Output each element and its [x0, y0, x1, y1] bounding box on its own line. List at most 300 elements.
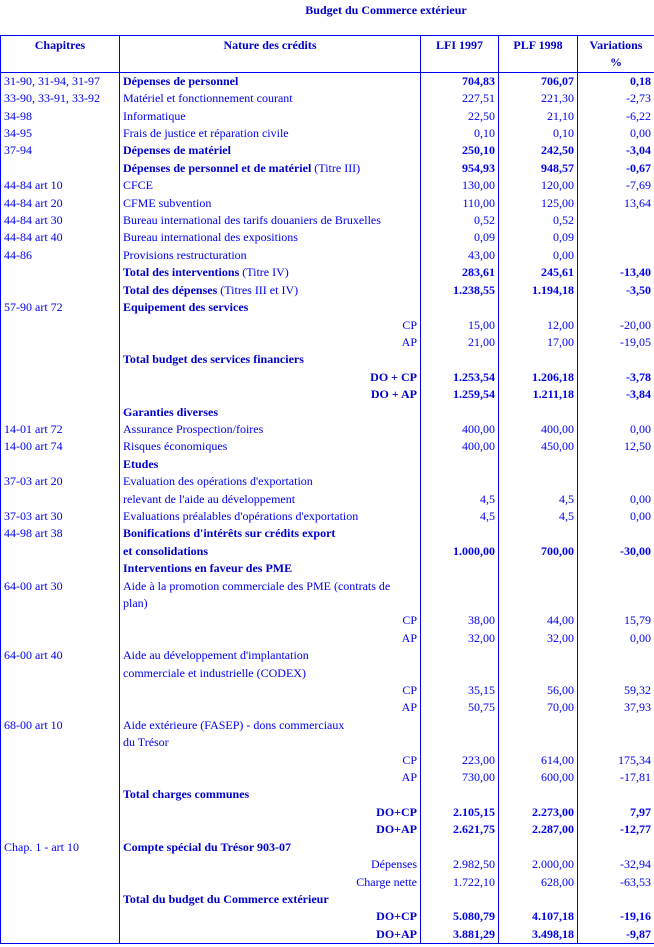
cell-variation — [578, 212, 654, 229]
cell-lfi-1997: 223,00 — [421, 752, 499, 769]
table-row — [1, 821, 654, 838]
cell-nature — [120, 525, 421, 542]
cell-plf-1998 — [499, 786, 578, 803]
cell-chapitre — [1, 386, 120, 403]
cell-chapitre — [1, 369, 120, 386]
nature-label: relevant de l'aide au développement — [123, 491, 296, 506]
cell-lfi-1997: 1.238,55 — [421, 282, 499, 299]
table-row — [1, 264, 654, 281]
cell-nature — [120, 229, 421, 246]
cell-nature — [120, 874, 421, 891]
cell-lfi-1997: 22,50 — [421, 108, 499, 125]
cell-variation — [578, 560, 654, 577]
cell-lfi-1997: 954,93 — [421, 160, 499, 177]
cell-variation: 15,79 — [578, 612, 654, 629]
nature-label: Total du budget du Commerce extérieur — [123, 891, 329, 906]
cell-plf-1998 — [499, 404, 578, 421]
cell-chapitre — [1, 282, 120, 299]
cell-nature — [120, 647, 421, 664]
table-row — [1, 578, 654, 595]
cell-lfi-1997: 227,51 — [421, 90, 499, 107]
cell-variation: 59,32 — [578, 682, 654, 699]
cell-lfi-1997 — [421, 734, 499, 751]
nature-label: Garanties diverses — [123, 404, 218, 419]
cell-chapitre — [1, 734, 120, 751]
table-row — [1, 699, 654, 716]
cell-lfi-1997 — [421, 525, 499, 542]
cell-chapitre — [1, 682, 120, 699]
cell-lfi-1997 — [421, 786, 499, 803]
cell-nature — [120, 90, 421, 107]
nature-label: Bureau international des expositions — [123, 230, 298, 245]
cell-variation — [578, 229, 654, 246]
cell-plf-1998: 221,30 — [499, 90, 578, 107]
cell-variation: -19,16 — [578, 908, 654, 925]
cell-variation — [578, 351, 654, 368]
nature-label: CP — [402, 613, 417, 628]
cell-plf-1998: 2.000,00 — [499, 856, 578, 873]
nature-suffix: (Titres III et IV) — [217, 282, 299, 297]
cell-nature — [120, 508, 421, 525]
cell-chapitre — [1, 769, 120, 786]
cell-variation: 13,64 — [578, 195, 654, 212]
table-row — [1, 786, 654, 803]
cell-nature — [120, 717, 421, 734]
cell-variation — [578, 456, 654, 473]
cell-chapitre — [1, 804, 120, 821]
nature-label: Assurance Prospection/foires — [123, 421, 264, 436]
nature-label: Evaluations préalables d'opérations d'exportation — [123, 508, 359, 523]
cell-nature — [120, 317, 421, 334]
cell-lfi-1997 — [421, 299, 499, 316]
cell-variation — [578, 595, 654, 612]
cell-variation — [578, 734, 654, 751]
cell-chapitre: 44-86 — [1, 247, 120, 264]
cell-plf-1998: 948,57 — [499, 160, 578, 177]
cell-chapitre — [1, 926, 120, 944]
cell-plf-1998: 0,00 — [499, 247, 578, 264]
cell-nature — [120, 299, 421, 316]
cell-chapitre: 14-00 art 74 — [1, 438, 120, 455]
cell-plf-1998: 70,00 — [499, 699, 578, 716]
cell-lfi-1997 — [421, 456, 499, 473]
cell-variation — [578, 525, 654, 542]
table-row — [1, 839, 654, 856]
cell-nature — [120, 908, 421, 925]
nature-label: Aide extérieure (FASEP) - dons commerciaux — [123, 717, 345, 732]
cell-variation: 0,00 — [578, 125, 654, 142]
cell-chapitre — [1, 491, 120, 508]
nature-label: Total des dépenses — [123, 282, 218, 297]
nature-label: CP — [402, 683, 417, 698]
cell-plf-1998 — [499, 891, 578, 908]
cell-plf-1998 — [499, 525, 578, 542]
nature-label: AP — [401, 700, 417, 715]
cell-lfi-1997: 38,00 — [421, 612, 499, 629]
cell-nature — [120, 682, 421, 699]
cell-chapitre: 57-90 art 72 — [1, 299, 120, 316]
cell-nature — [120, 142, 421, 159]
cell-nature — [120, 630, 421, 647]
cell-variation — [578, 665, 654, 682]
table-row — [1, 351, 654, 368]
nature-label: CFCE — [123, 178, 154, 193]
table-row — [1, 769, 654, 786]
table-body — [1, 72, 654, 943]
nature-label: Compte spécial du Trésor 903-07 — [123, 839, 291, 854]
cell-variation: 175,34 — [578, 752, 654, 769]
cell-lfi-1997: 1.259,54 — [421, 386, 499, 403]
cell-plf-1998 — [499, 560, 578, 577]
cell-lfi-1997: 1.000,00 — [421, 543, 499, 560]
cell-chapitre — [1, 317, 120, 334]
cell-lfi-1997: 4,5 — [421, 491, 499, 508]
cell-lfi-1997: 704,83 — [421, 72, 499, 90]
table-row — [1, 926, 654, 944]
nature-label: Provisions restructuration — [123, 247, 247, 262]
cell-plf-1998: 12,00 — [499, 317, 578, 334]
cell-chapitre: 44-84 art 10 — [1, 177, 120, 194]
cell-plf-1998 — [499, 299, 578, 316]
cell-nature — [120, 125, 421, 142]
cell-variation — [578, 473, 654, 490]
nature-label: Informatique — [123, 108, 186, 123]
cell-lfi-1997 — [421, 665, 499, 682]
cell-plf-1998: 0,52 — [499, 212, 578, 229]
cell-chapitre — [1, 874, 120, 891]
nature-label: Evaluation des opérations d'exportation — [123, 474, 313, 489]
cell-chapitre: 44-84 art 30 — [1, 212, 120, 229]
cell-variation — [578, 839, 654, 856]
cell-plf-1998: 32,00 — [499, 630, 578, 647]
cell-nature — [120, 560, 421, 577]
table-row — [1, 108, 654, 125]
header-plf-1998: PLF 1998 — [499, 36, 578, 73]
table-row — [1, 160, 654, 177]
nature-label: CP — [402, 752, 417, 767]
cell-chapitre — [1, 334, 120, 351]
table-row — [1, 72, 654, 90]
cell-plf-1998: 1.206,18 — [499, 369, 578, 386]
cell-lfi-1997 — [421, 595, 499, 612]
nature-label: Risques économiques — [123, 439, 228, 454]
cell-chapitre — [1, 404, 120, 421]
cell-plf-1998: 706,07 — [499, 72, 578, 90]
table-row — [1, 630, 654, 647]
nature-label: DO+AP — [376, 926, 417, 941]
nature-label: CP — [402, 317, 417, 332]
cell-nature — [120, 856, 421, 873]
cell-plf-1998: 2.273,00 — [499, 804, 578, 821]
nature-label: Interventions en faveur des PME — [123, 561, 293, 576]
cell-chapitre — [1, 351, 120, 368]
cell-nature — [120, 473, 421, 490]
cell-plf-1998 — [499, 647, 578, 664]
cell-nature — [120, 72, 421, 90]
cell-variation: 7,97 — [578, 804, 654, 821]
cell-lfi-1997: 0,52 — [421, 212, 499, 229]
cell-nature — [120, 456, 421, 473]
cell-plf-1998: 245,61 — [499, 264, 578, 281]
cell-variation: -3,78 — [578, 369, 654, 386]
cell-chapitre — [1, 456, 120, 473]
cell-lfi-1997: 15,00 — [421, 317, 499, 334]
cell-plf-1998 — [499, 839, 578, 856]
cell-chapitre: 64-00 art 30 — [1, 578, 120, 595]
cell-nature — [120, 386, 421, 403]
cell-chapitre: 64-00 art 40 — [1, 647, 120, 664]
table-row — [1, 177, 654, 194]
cell-chapitre: 33-90, 33-91, 33-92 — [1, 90, 120, 107]
header-variations-label: Variations — [589, 38, 643, 52]
cell-lfi-1997 — [421, 647, 499, 664]
header-nature: Nature des crédits — [120, 36, 421, 73]
cell-nature — [120, 264, 421, 281]
cell-chapitre — [1, 595, 120, 612]
table-row — [1, 612, 654, 629]
cell-plf-1998: 21,10 — [499, 108, 578, 125]
cell-variation: -17,81 — [578, 769, 654, 786]
cell-plf-1998 — [499, 578, 578, 595]
cell-plf-1998: 3.498,18 — [499, 926, 578, 944]
table-row — [1, 665, 654, 682]
cell-variation — [578, 891, 654, 908]
cell-chapitre — [1, 856, 120, 873]
table-row — [1, 560, 654, 577]
cell-variation — [578, 299, 654, 316]
table-row — [1, 125, 654, 142]
cell-variation — [578, 786, 654, 803]
cell-plf-1998: 44,00 — [499, 612, 578, 629]
cell-lfi-1997: 1.722,10 — [421, 874, 499, 891]
table-row — [1, 229, 654, 246]
cell-plf-1998: 4,5 — [499, 508, 578, 525]
cell-plf-1998: 1.194,18 — [499, 282, 578, 299]
table-header-row — [1, 36, 654, 73]
table-row — [1, 282, 654, 299]
cell-nature — [120, 438, 421, 455]
nature-label: AP — [401, 334, 417, 349]
cell-chapitre: 34-95 — [1, 125, 120, 142]
nature-suffix: (Titre III) — [311, 160, 361, 175]
nature-label: Charge nette — [356, 874, 417, 889]
cell-nature — [120, 421, 421, 438]
cell-nature — [120, 752, 421, 769]
cell-variation: -3,84 — [578, 386, 654, 403]
nature-label: du Trésor — [123, 735, 169, 750]
cell-plf-1998: 700,00 — [499, 543, 578, 560]
cell-lfi-1997: 32,00 — [421, 630, 499, 647]
cell-nature — [120, 212, 421, 229]
table-row — [1, 856, 654, 873]
cell-variation: 12,50 — [578, 438, 654, 455]
cell-variation — [578, 647, 654, 664]
cell-nature — [120, 160, 421, 177]
cell-nature — [120, 404, 421, 421]
cell-variation: -13,40 — [578, 264, 654, 281]
cell-nature — [120, 578, 421, 595]
cell-nature — [120, 839, 421, 856]
cell-lfi-1997: 0,10 — [421, 125, 499, 142]
cell-variation: -12,77 — [578, 821, 654, 838]
cell-nature — [120, 177, 421, 194]
cell-variation: 0,00 — [578, 491, 654, 508]
nature-label: DO + CP — [370, 369, 417, 384]
cell-variation: 0,18 — [578, 72, 654, 90]
cell-lfi-1997 — [421, 578, 499, 595]
table-row — [1, 369, 654, 386]
cell-chapitre — [1, 543, 120, 560]
table-row — [1, 874, 654, 891]
cell-variation: -32,94 — [578, 856, 654, 873]
cell-plf-1998: 1.211,18 — [499, 386, 578, 403]
cell-plf-1998: 0,10 — [499, 125, 578, 142]
cell-plf-1998: 17,00 — [499, 334, 578, 351]
cell-lfi-1997: 2.621,75 — [421, 821, 499, 838]
table-row — [1, 421, 654, 438]
cell-chapitre: 37-03 art 30 — [1, 508, 120, 525]
cell-nature — [120, 108, 421, 125]
nature-suffix: (Titre IV) — [239, 265, 289, 280]
cell-chapitre — [1, 752, 120, 769]
nature-label: DO+CP — [376, 804, 417, 819]
cell-nature — [120, 351, 421, 368]
cell-nature — [120, 769, 421, 786]
nature-label: commerciale et industrielle (CODEX) — [123, 665, 306, 680]
cell-plf-1998 — [499, 665, 578, 682]
cell-chapitre — [1, 891, 120, 908]
cell-nature — [120, 282, 421, 299]
cell-chapitre: 34-98 — [1, 108, 120, 125]
cell-chapitre: 44-98 art 38 — [1, 525, 120, 542]
cell-lfi-1997 — [421, 473, 499, 490]
cell-variation: -30,00 — [578, 543, 654, 560]
nature-label: Frais de justice et réparation civile — [123, 126, 289, 141]
table-row — [1, 682, 654, 699]
nature-label: DO + AP — [370, 387, 417, 402]
cell-plf-1998: 0,09 — [499, 229, 578, 246]
cell-plf-1998: 2.287,00 — [499, 821, 578, 838]
cell-lfi-1997: 1.253,54 — [421, 369, 499, 386]
cell-plf-1998: 56,00 — [499, 682, 578, 699]
table-row — [1, 334, 654, 351]
cell-lfi-1997: 2.105,15 — [421, 804, 499, 821]
cell-lfi-1997: 730,00 — [421, 769, 499, 786]
nature-label: Dépenses de personnel — [123, 73, 239, 88]
nature-label: DO+AP — [376, 822, 417, 837]
nature-label: Aide à la promotion commerciale des PME (contrats de — [123, 578, 391, 593]
cell-lfi-1997: 5.080,79 — [421, 908, 499, 925]
cell-chapitre — [1, 264, 120, 281]
cell-variation: -0,67 — [578, 160, 654, 177]
cell-chapitre — [1, 665, 120, 682]
cell-plf-1998 — [499, 717, 578, 734]
cell-nature — [120, 491, 421, 508]
cell-variation: 37,93 — [578, 699, 654, 716]
cell-chapitre: 44-84 art 40 — [1, 229, 120, 246]
cell-plf-1998: 450,00 — [499, 438, 578, 455]
nature-label: et consolidations — [123, 543, 209, 558]
table-row — [1, 891, 654, 908]
cell-variation: 0,00 — [578, 421, 654, 438]
cell-plf-1998 — [499, 456, 578, 473]
table-row — [1, 386, 654, 403]
cell-variation: 0,00 — [578, 508, 654, 525]
cell-lfi-1997: 130,00 — [421, 177, 499, 194]
cell-plf-1998 — [499, 351, 578, 368]
cell-variation: -7,69 — [578, 177, 654, 194]
cell-chapitre: 37-03 art 20 — [1, 473, 120, 490]
cell-lfi-1997: 21,00 — [421, 334, 499, 351]
cell-chapitre — [1, 786, 120, 803]
cell-plf-1998: 4.107,18 — [499, 908, 578, 925]
cell-nature — [120, 821, 421, 838]
cell-lfi-1997: 283,61 — [421, 264, 499, 281]
table-row — [1, 595, 654, 612]
cell-variation: -63,53 — [578, 874, 654, 891]
cell-lfi-1997: 50,75 — [421, 699, 499, 716]
cell-chapitre: 68-00 art 10 — [1, 717, 120, 734]
table-row — [1, 804, 654, 821]
cell-lfi-1997: 400,00 — [421, 438, 499, 455]
table-row — [1, 491, 654, 508]
table-row — [1, 908, 654, 925]
cell-plf-1998: 120,00 — [499, 177, 578, 194]
cell-nature — [120, 247, 421, 264]
cell-nature — [120, 595, 421, 612]
cell-lfi-1997: 110,00 — [421, 195, 499, 212]
cell-nature — [120, 926, 421, 944]
nature-label: AP — [401, 630, 417, 645]
cell-nature — [120, 195, 421, 212]
cell-nature — [120, 734, 421, 751]
table-row — [1, 438, 654, 455]
cell-variation: -9,87 — [578, 926, 654, 944]
nature-label: Bonifications d'intérêts sur crédits export — [123, 526, 336, 541]
nature-label: Dépenses — [371, 857, 417, 872]
cell-plf-1998: 628,00 — [499, 874, 578, 891]
table-row — [1, 247, 654, 264]
cell-plf-1998: 600,00 — [499, 769, 578, 786]
cell-lfi-1997: 35,15 — [421, 682, 499, 699]
nature-label: Equipement des services — [123, 300, 249, 315]
nature-label: Matériel et fonctionnement courant — [123, 91, 293, 106]
table-row — [1, 142, 654, 159]
table-row — [1, 647, 654, 664]
budget-table — [0, 35, 654, 944]
header-variations-unit: % — [610, 55, 622, 70]
cell-plf-1998 — [499, 734, 578, 751]
cell-chapitre — [1, 630, 120, 647]
nature-label: Dépenses de personnel et de matériel — [123, 160, 312, 175]
cell-chapitre — [1, 821, 120, 838]
table-row — [1, 456, 654, 473]
cell-chapitre: Chap. 1 - art 10 — [1, 839, 120, 856]
cell-plf-1998: 614,00 — [499, 752, 578, 769]
table-row — [1, 90, 654, 107]
cell-variation: -3,50 — [578, 282, 654, 299]
cell-plf-1998: 4,5 — [499, 491, 578, 508]
cell-lfi-1997 — [421, 560, 499, 577]
cell-variation: -2,73 — [578, 90, 654, 107]
cell-chapitre — [1, 560, 120, 577]
table-row — [1, 525, 654, 542]
nature-label: DO+CP — [376, 909, 417, 924]
cell-variation: -3,04 — [578, 142, 654, 159]
table-row — [1, 752, 654, 769]
cell-chapitre — [1, 160, 120, 177]
nature-label: Dépenses de matériel — [123, 143, 231, 158]
